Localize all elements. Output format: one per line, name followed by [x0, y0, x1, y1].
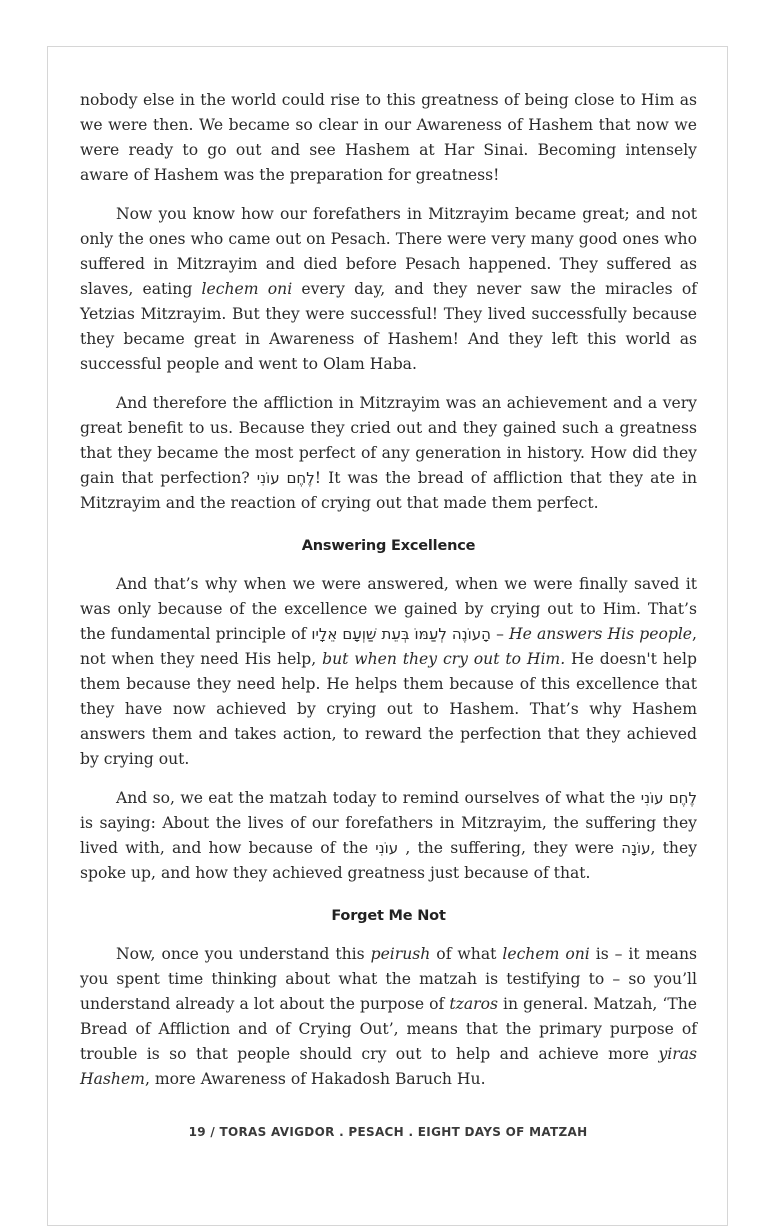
paragraph-3: And therefore the affliction in Mitzrayim was an achievement and a very great benefit to us. Because they cried out and they gained such a greatness that they became the most perfect of any generation in history. How did they gain that perfection? לֶחֶם עוֹנִי! It was the bread of affliction that they ate in Mitzrayim and the reaction of crying out that made them perfect. [80, 394, 698, 512]
italic-phrase: He answers His people [509, 625, 693, 643]
hebrew-text: עוֹנָה [621, 839, 651, 857]
italic-term: lechem oni [201, 280, 293, 298]
paragraph-1: nobody else in the world could rise to this greatness of being close to Him as we were then. We became so clear in our Awareness of Hashem that now we were ready to go out and see Hashem at Har Sinai. Becoming intensely aware of Hashem was the preparation for greatness! [80, 91, 697, 184]
italic-term: peirush [370, 945, 431, 963]
hebrew-text: לֶחֶם עוֹנִי [640, 789, 697, 807]
hebrew-text: הָעוֹנֶה לְעַמּוֹ בְּעֵת שַׁוְעָם אֵלָיו [311, 625, 491, 643]
section-heading-answering-excellence: Answering Excellence [301, 538, 476, 554]
italic-term: yiras Hashem [80, 1045, 697, 1088]
italic-term: lechem oni [502, 945, 590, 963]
paragraph-2: Now you know how our forefathers in Mitzrayim became great; and not only the ones who came out on Pesach. There were very many good ones who suffered in Mitzrayim and died before Pesach happened. They suffered as slaves, eating lechem oni every day, and they never saw the miracles of Yetzias Mitzrayim. But they were successful! They lived successfully because they became great in Awareness of Hashem! And they left this world as successful people and went to Olam Haba. [80, 205, 697, 373]
paragraph-6: Now, once you understand this peirush of what lechem oni is – it means you spent time thinking about what the matzah is testifying to – so you’ll understand already a lot about the purpose of tzaros in general. Matzah, ‘The Bread of Affliction and of Crying Out’, means that the primary purpose of trouble is so that people should cry out to help and achieve more yiras Hashem, more Awareness of Hakadosh Baruch Hu. [80, 945, 698, 1088]
page-body [80, 88, 697, 1106]
paragraph-4: And that’s why when we were answered, when we were finally saved it was only because of the excellence we gained by crying out to Him. That’s the fundamental principle of הָעוֹנֶה לְעַמּוֹ בְּעֵת שַׁוְעָם אֵלָיו – He answers His people, not when they need His help, but when they cry out to Him. He doesn't help them because they need help. He helps them because of this excellence that they have now achieved by crying out to Hashem. That’s why Hashem answers them and takes action, to reward the perfection that they achieved by crying out. [80, 575, 698, 768]
italic-phrase: but when they cry out to Him. [322, 650, 566, 668]
hebrew-text: עוֹנִי [375, 839, 399, 857]
hebrew-text: לֶחֶם עוֹנִי [256, 469, 315, 487]
paragraph-5: And so, we eat the matzah today to remind ourselves of what the לֶחֶם עוֹנִי is saying: About the lives of our forefathers in Mitzrayim, the suffering they lived with, and how because of the עוֹנִי , the suffering, they were עוֹנָה, they spoke up, and how they achieved greatness just because of that. [80, 789, 698, 882]
section-heading-forget-me-not: Forget Me Not [331, 908, 446, 924]
italic-term: tzaros [449, 995, 498, 1013]
page-footer: 19 / TORAS AVIGDOR . PESACH . EIGHT DAYS OF MATZAH [188, 1125, 588, 1139]
